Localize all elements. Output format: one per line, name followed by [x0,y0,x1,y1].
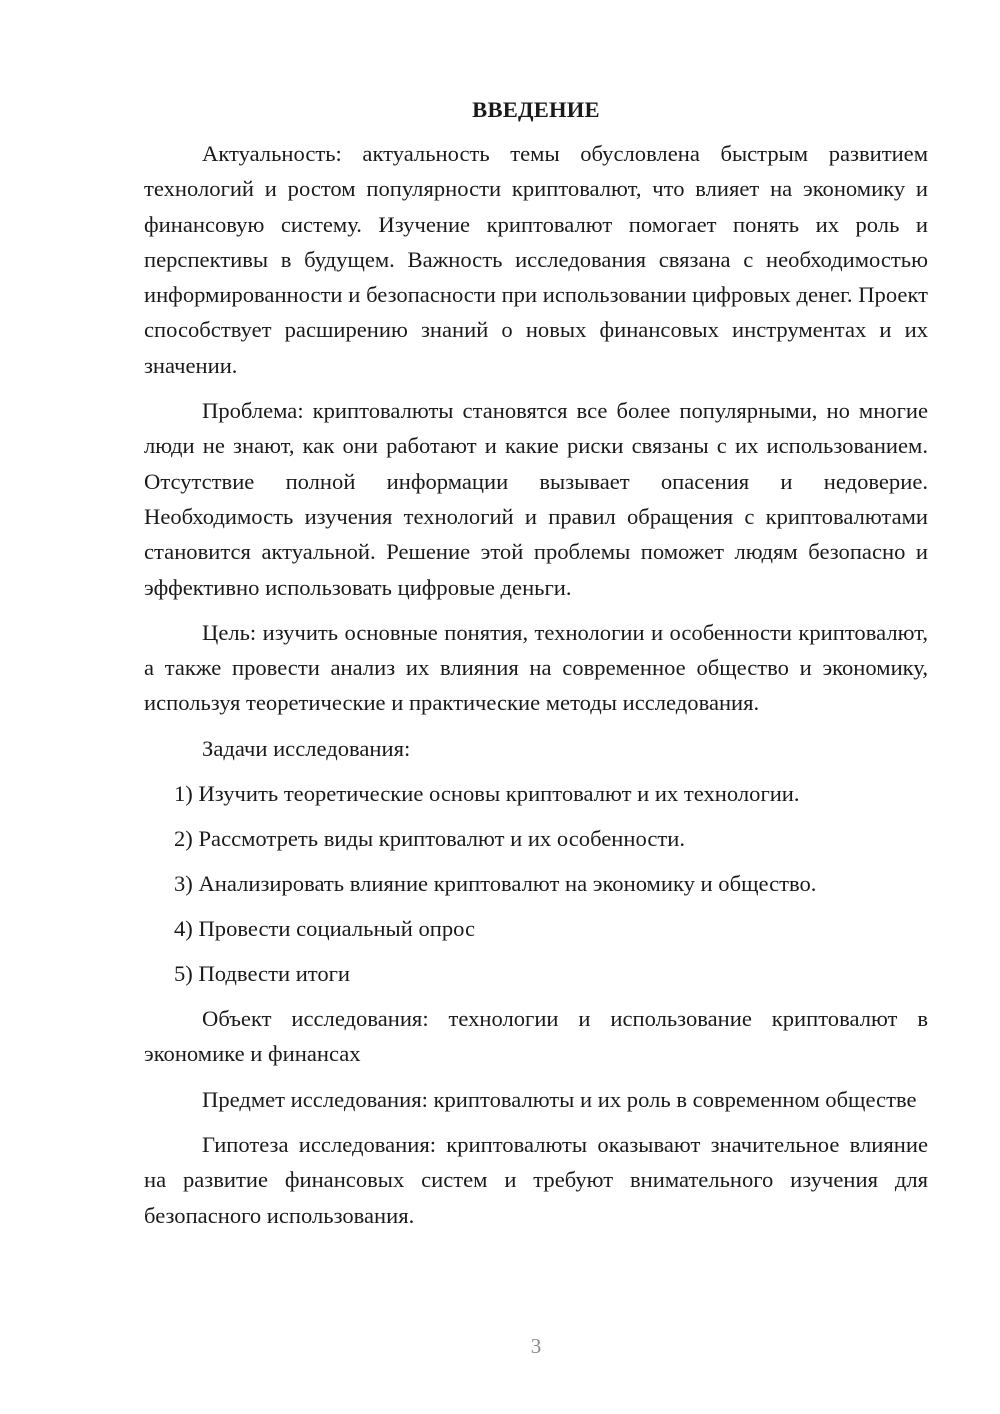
hypothesis-paragraph: Гипотеза исследования: криптовалюты оказывают значительное влияние на развитие финансовых систем и требуют внимательного изучения для безопасного использования. [144,1131,928,1228]
subject-paragraph: Предмет исследования: криптовалюты и их роль в современном обществе [202,1086,917,1112]
task-item-4: 4) Провести социальный опрос [174,916,476,942]
relevance-paragraph: Актуальность: актуальность темы обусловлена быстрым развитием технологий и ростом популярности криптовалют, что влияет на экономику и финансовую систему. Изучение криптовалют помогает понять их роль и перспективы в будущем. Важность исследования связана с необходимостью информированности и безопасности при использовании цифровых денег. Проект способствует расширению знаний о новых финансовых инструментах и их значении. [144,141,928,378]
tasks-heading: Задачи исследования: [202,735,411,761]
tasks-list [144,776,928,991]
problem-paragraph: Проблема: криптовалюты становятся все более популярными, но многие люди не знают, как они работают и какие риски связаны с их использованием. Отсутствие полной информации вызывает опасения и недоверие. Необходимость изучения технологий и правил обращения с криптовалютами становится актуальной. Решение этой проблемы поможет людям безопасно и эффективно использовать цифровые деньги. [144,398,928,600]
task-item-5: 5) Подвести итоги [174,961,351,987]
goal-paragraph: Цель: изучить основные понятия, технологии и особенности криптовалют, а также провести анализ их влияния на современное общество и экономику, используя теоретические и практические методы исследования. [144,619,928,716]
page-title: ВВЕДЕНИЕ [472,97,600,122]
task-item-1: 1) Изучить теоретические основы криптовалют и их технологии. [174,781,800,807]
object-paragraph: Объект исследования: технологии и использование криптовалют в экономике и финансах [144,1006,928,1067]
task-item-3: 3) Анализировать влияние криптовалют на экономику и общество. [174,871,817,897]
page-number: 3 [530,1334,542,1358]
task-item-2: 2) Рассмотреть виды криптовалют и их особенности. [174,826,685,852]
page-content [144,92,928,1243]
